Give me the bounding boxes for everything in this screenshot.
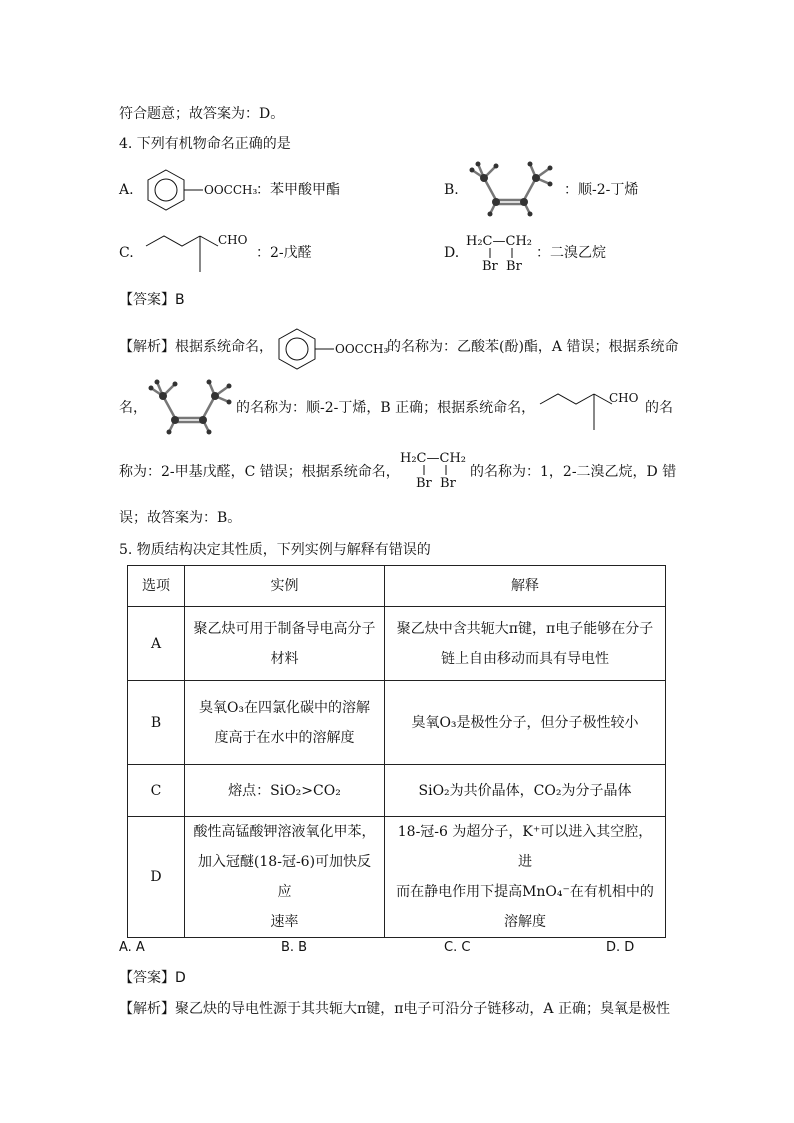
header-explanation: 解释: [385, 566, 666, 607]
table-row: [128, 765, 666, 817]
row-c-example: 熔点：SiO₂>CO₂: [185, 765, 385, 817]
q5-answer-value: D: [175, 970, 186, 986]
q4-answer-value: B: [175, 292, 185, 308]
row-c-explanation: SiO₂为共价晶体，CO₂为分子晶体: [385, 765, 666, 817]
row-a-reason-1: 聚乙炔中含共轭大π键，π电子能够在分子: [396, 620, 654, 637]
q4-option-c-name: ：2-戊醛: [256, 245, 312, 261]
row-b-example-1: 臭氧O₃在四氯化碳中的溶解: [198, 699, 371, 716]
row-d-option: D: [128, 817, 185, 938]
row-d-reason-3: 溶解度: [504, 914, 546, 930]
cis-2-butene-ball-stick-icon: [466, 160, 562, 218]
row-a-option: A: [128, 607, 185, 681]
q5-choice-d: D. D: [606, 940, 635, 955]
row-d-explanation: [385, 817, 666, 938]
q4-answer-tag: 【答案】: [119, 292, 175, 308]
question-4-stem: 4. 下列有机物命名正确的是: [119, 136, 291, 152]
q4-exp-text-2a: 名，: [119, 400, 147, 416]
benzene-ring-icon-2: [272, 325, 342, 371]
row-b-example-2: 度高于在水中的溶解度: [214, 729, 355, 746]
row-d-example-3: 速率: [270, 914, 299, 930]
q5-answer-tag: 【答案】: [119, 970, 175, 986]
q4-exp-group-a: OOCCH₃: [335, 342, 389, 356]
row-c-option: C: [128, 765, 185, 817]
row-a-example: [185, 607, 385, 681]
row-b-explanation: 臭氧O₃是极性分子，但分子极性较小: [385, 681, 666, 765]
q4-option-d-label: D.: [444, 245, 460, 261]
row-d-example-1: 酸性高锰酸钾溶液氧化甲苯，: [193, 824, 376, 840]
q5-options-table: [127, 565, 666, 938]
q4-option-c-group: CHO: [218, 233, 248, 247]
q4-exp-line-1a: [119, 337, 273, 357]
bond-lines-icon-2: [420, 465, 450, 477]
q5-choice-a: A. A: [119, 940, 145, 955]
table-row: [128, 681, 666, 765]
q4-exp-text-1a: 根据系统命名，: [175, 339, 273, 355]
q5-exp-tag: 【解析】: [119, 1001, 175, 1017]
row-d-reason-2: 而在静电作用下提高MnO₄⁻在有机相中的: [396, 884, 654, 900]
header-example: 实例: [185, 566, 385, 607]
q4-option-d-top: H₂C—CH₂: [466, 234, 532, 249]
bond-lines-icon: [486, 248, 516, 260]
table-row: [128, 607, 666, 681]
row-a-explanation: [385, 607, 666, 681]
q4-answer: [119, 290, 185, 310]
table-header-row: [128, 566, 666, 607]
q4-option-a-group: OOCCH₃: [204, 183, 258, 197]
row-d-reason-1: 18-冠-6 为超分子，K⁺可以进入其空腔，进: [397, 824, 653, 870]
q4-exp-tag: 【解析】: [119, 339, 175, 355]
q4-exp-text-4: 误；故答案为：B。: [119, 510, 242, 526]
row-a-example-2: 材料: [270, 650, 299, 667]
q5-exp-text-1: 聚乙炔的导电性源于其共轭大π键，π电子可沿分子链移动，A 正确；臭氧是极性: [175, 1001, 670, 1017]
row-d-example: [185, 817, 385, 938]
q5-choice-c: C. C: [444, 940, 471, 955]
q4-exp-text-2b: 的名称为：顺-2-丁烯，B 正确；根据系统命名，: [236, 400, 536, 416]
row-b-option: B: [128, 681, 185, 765]
q4-option-b-name: ：顺-2-丁烯: [564, 182, 639, 198]
q4-option-d-name: ：二溴乙烷: [536, 245, 606, 261]
q4-option-a-name: ：苯甲酸甲酯: [256, 182, 340, 198]
q5-choice-b: B. B: [281, 940, 308, 955]
q4-option-a-label: A.: [119, 182, 134, 198]
q4-exp-text-3b: 的名称为：1，2-二溴乙烷，D 错: [470, 464, 677, 480]
header-option: 选项: [128, 566, 185, 607]
row-b-example: [185, 681, 385, 765]
q4-option-d-bottom: Br Br: [482, 259, 522, 274]
q4-exp-text-1b: 的名称为：乙酸苯(酚)酯，A 错误；根据系统命: [387, 339, 679, 355]
pentanal-skeleton-icon-2: [536, 390, 616, 434]
q5-answer: [119, 968, 186, 988]
q4-exp-d-bottom: Br Br: [416, 476, 456, 491]
q4-exp-d-top: H₂C—CH₂: [400, 451, 466, 466]
row-d-example-2: 加入冠醚(18-冠-6)可加快反应: [197, 854, 372, 900]
q4-option-b-label: B.: [444, 182, 459, 198]
row-a-reason-2: 链上自由移动而具有导电性: [441, 650, 609, 667]
cis-2-butene-ball-stick-icon-2: [145, 378, 241, 436]
question-5-stem: 5. 物质结构决定其性质，下列实例与解释有错误的: [119, 542, 431, 558]
q4-option-c-label: C.: [119, 245, 134, 261]
intro-line: 符合题意；故答案为：D。: [119, 106, 285, 122]
table-row: [128, 817, 666, 938]
q5-exp-line-1: [119, 999, 670, 1019]
q4-exp-text-2c: 的名: [645, 400, 673, 416]
pentanal-skeleton-icon: [142, 232, 222, 276]
q4-exp-group-c: CHO: [609, 391, 639, 405]
row-a-example-1: 聚乙炔可用于制备导电高分子: [193, 620, 376, 637]
q4-exp-text-3a: 称为：2-甲基戊醛，C 错误；根据系统命名，: [119, 464, 400, 480]
benzene-ring-icon: [141, 166, 211, 212]
